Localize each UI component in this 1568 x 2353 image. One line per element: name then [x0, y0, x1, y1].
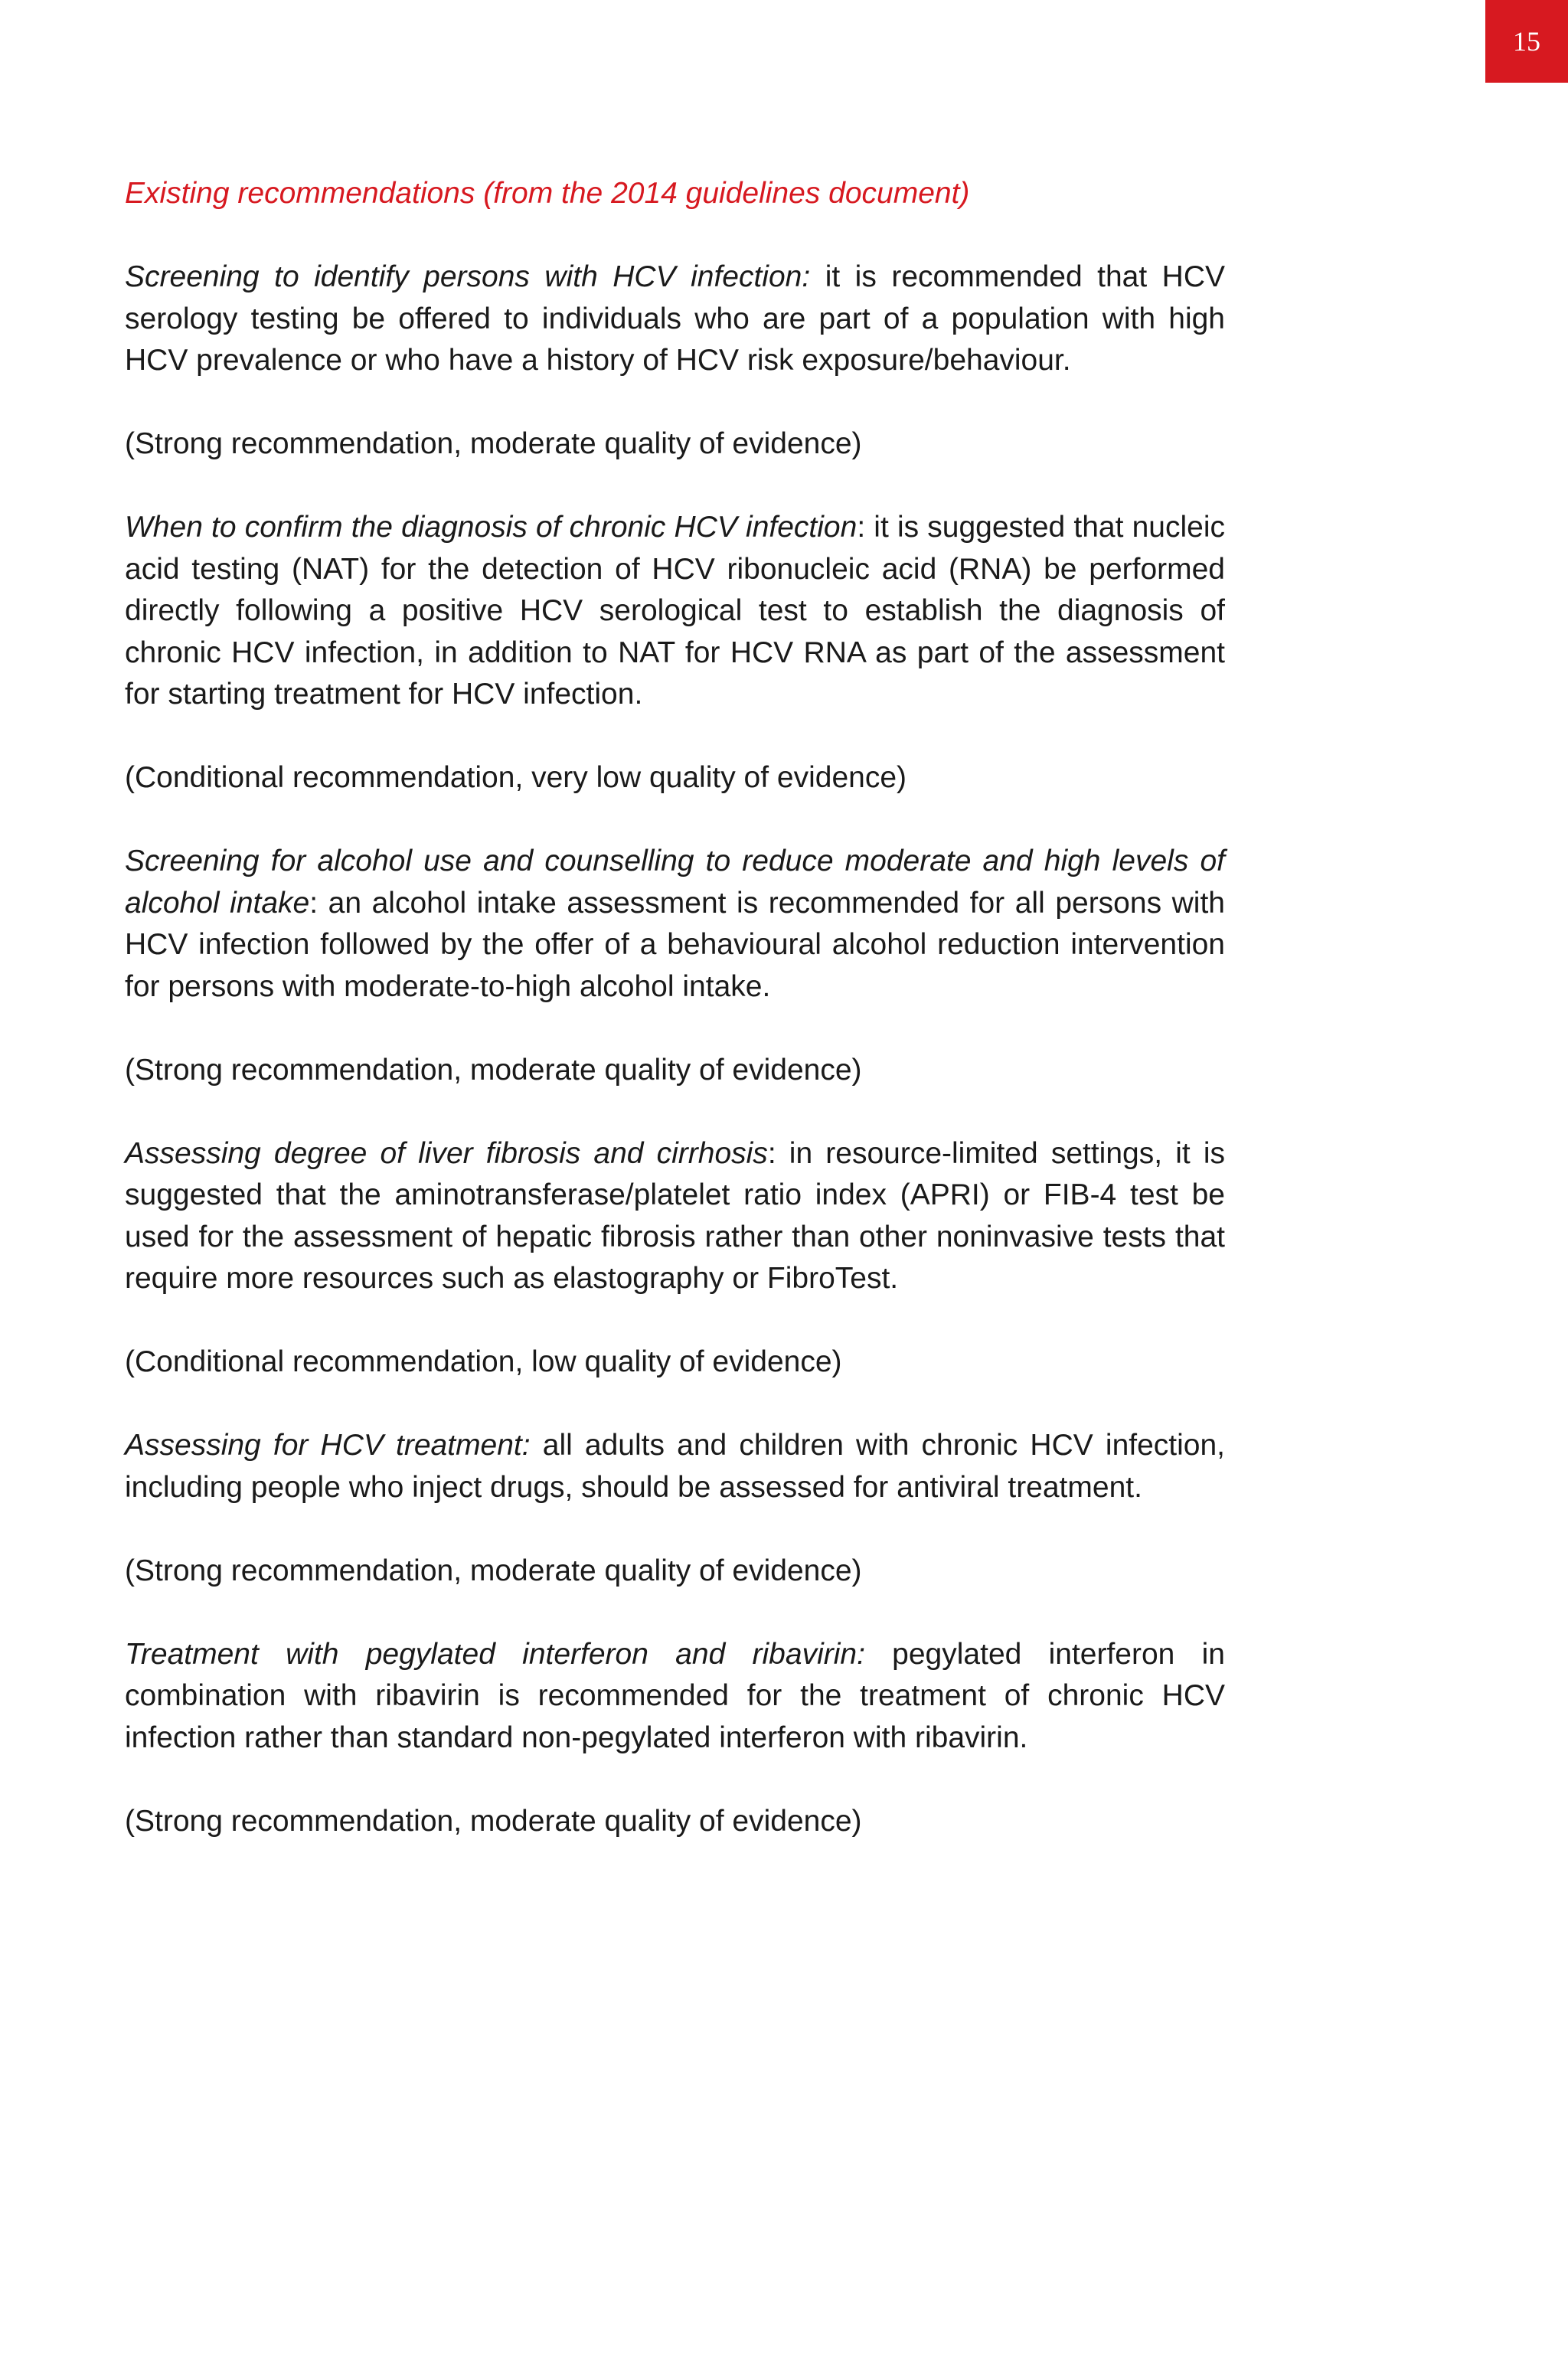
recommendation-grade: (Strong recommendation, moderate quality of evidence) — [125, 427, 862, 460]
recommendation-text: all adults and children with chronic HCV infection, including people who inject drugs, should be assessed for antiviral treatment. — [125, 1429, 1225, 1504]
recommendation-5 — [125, 1425, 1225, 1508]
recommendation-grade: (Conditional recommendation, low quality of evidence) — [125, 1345, 842, 1378]
recommendation-text: : an alcohol intake assessment is recommended for all persons with HCV infection followed by the offer of a behavioural alcohol reduction intervention for persons with moderate-to-high alcohol intake. — [125, 886, 1225, 1003]
recommendation-text: it is recommended that HCV serology testing be offered to individuals who are part of a population with high HCV prevalence or who have a history of HCV risk exposure/behaviour. — [125, 260, 1226, 377]
section-heading: Existing recommendations (from the 2014 guidelines document) — [125, 177, 970, 210]
recommendation-title: Assessing degree of liver fibrosis and cirrhosis — [125, 1136, 768, 1170]
recommendation-title: Screening for alcohol use and counselling to reduce moderate and high levels of alcohol intake — [125, 845, 1225, 920]
recommendation-6 — [125, 1634, 1225, 1760]
recommendation-text: pegylated interferon in combination with ribavirin is recommended for the treatment of chronic HCV infection rather than standard non-pegylated interferon with ribavirin. — [125, 1637, 1225, 1754]
recommendation-2 — [125, 507, 1225, 716]
recommendation-grade: (Conditional recommendation, very low quality of evidence) — [125, 761, 907, 794]
recommendation-text: : it is suggested that nucleic acid testing (NAT) for the detection of HCV ribonucleic acid (RNA) be performed directly following a positive HCV serological test to establish the diagnosis of chronic HCV infection, in addition to NAT for HCV RNA as part of the assessment for starting treatment for HCV infection. — [125, 511, 1225, 711]
recommendation-4 — [125, 1133, 1225, 1300]
recommendation-grade: (Strong recommendation, moderate quality of evidence) — [125, 1804, 862, 1838]
page-number: 15 — [1513, 26, 1540, 57]
recommendation-title: Assessing for HCV treatment: — [125, 1429, 531, 1462]
recommendation-1 — [125, 257, 1225, 382]
document-body — [125, 173, 1225, 1884]
recommendation-title: When to confirm the diagnosis of chronic HCV infection — [125, 511, 858, 544]
recommendation-title: Screening to identify persons with HCV infection: — [125, 260, 811, 293]
recommendation-text: : in resource-limited settings, it is suggested that the aminotransferase/platelet ratio index (APRI) or FIB-4 test be used for the assessment of hepatic fibrosis rather than other noninvasive tests that require more resources such as elastography or FibroTest. — [125, 1136, 1225, 1295]
page-number-badge — [1485, 0, 1568, 83]
recommendation-grade: (Strong recommendation, moderate quality of evidence) — [125, 1053, 862, 1087]
recommendation-3 — [125, 841, 1225, 1008]
recommendation-grade: (Strong recommendation, moderate quality of evidence) — [125, 1554, 862, 1587]
recommendation-title: Treatment with pegylated interferon and ribavirin: — [125, 1637, 865, 1671]
